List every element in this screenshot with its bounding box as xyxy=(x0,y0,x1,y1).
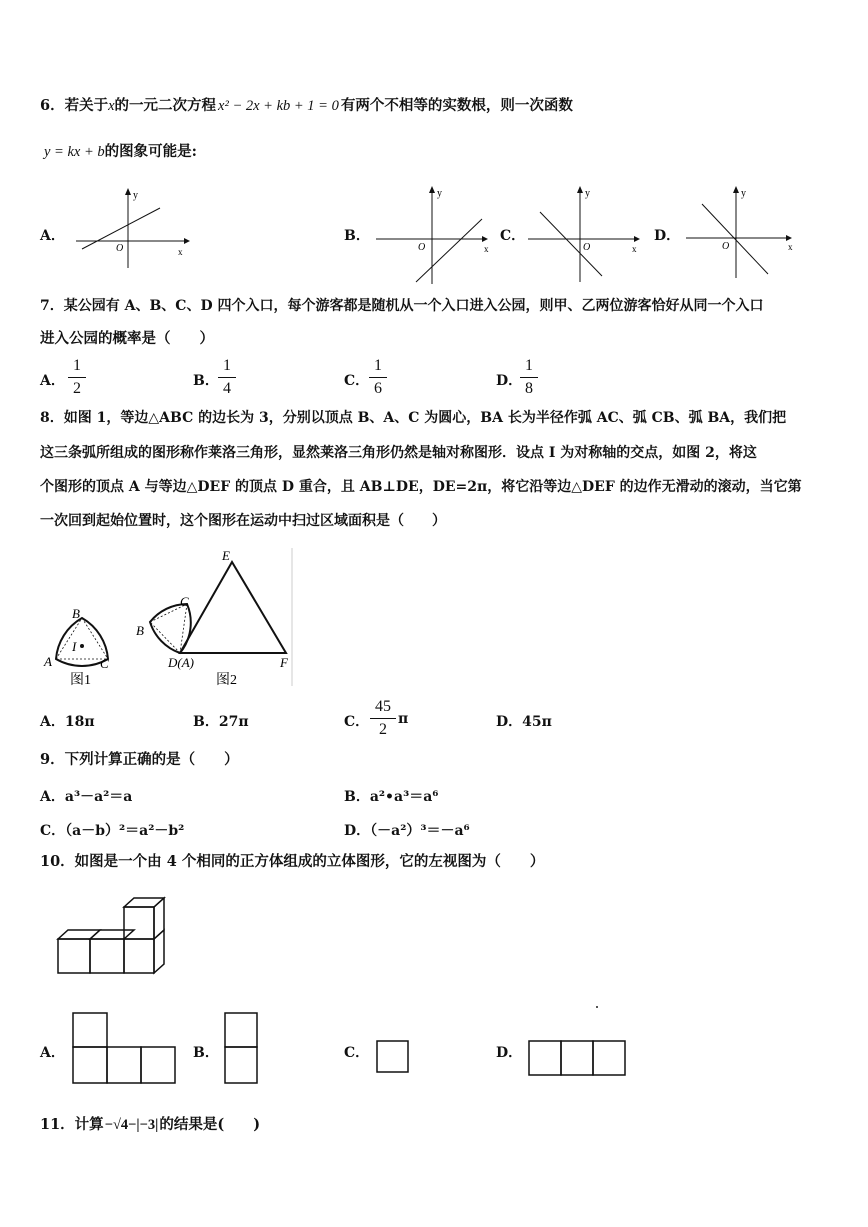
q8-fig2-label-d: D(A) xyxy=(168,655,194,670)
q6-a-origin-label: O xyxy=(116,243,124,254)
q9-option-c-label: C． xyxy=(40,823,66,839)
q8-fig2-label-e: E xyxy=(222,548,230,563)
q10-stem: 10．如图是一个由 4 个相同的正方体组成的立体图形，它的左视图为（ ） xyxy=(40,853,545,870)
q6-option-d-label[interactable]: D． xyxy=(654,228,681,244)
q6-graph-d xyxy=(686,186,804,282)
q8-option-a-value: 18π xyxy=(64,714,95,730)
q8-fig2-label-b: B xyxy=(136,623,144,638)
q7-b-numerator: 1 xyxy=(223,357,231,374)
q6-d-origin-label: O xyxy=(722,241,730,252)
q8-option-c-label[interactable]: C． xyxy=(344,714,370,730)
q9-option-c[interactable] xyxy=(40,820,184,840)
q8-stem-line1: 8．如图 1，等边△ABC 的边长为 3，分别以顶点 B、A、C 为圆心，BA 长为半径作弧 AC、弧 CB、弧 BA，我们把 xyxy=(40,410,787,426)
q8-fig2-label-c: C xyxy=(180,594,189,609)
q8-c-denominator: 2 xyxy=(379,721,387,738)
q9-option-a[interactable] xyxy=(40,786,132,806)
q8-option-b[interactable] xyxy=(193,711,249,731)
q6-stem-line2 xyxy=(44,142,197,162)
q6-graph-b xyxy=(376,186,494,286)
q7-d-denominator: 8 xyxy=(525,380,533,397)
q8-option-c-suffix: π xyxy=(398,711,409,727)
q6-b-y-label: y xyxy=(437,188,442,199)
q8-stem-line3: 个图形的顶点 A 与等边△DEF 的顶点 D 重合，且 AB⊥DE，DE=2π，将它沿等边△DEF 的边作无滑动的滚动，当它第 xyxy=(40,479,802,495)
q8-option-a[interactable] xyxy=(40,711,95,731)
q6-option-b-label[interactable]: B． xyxy=(344,228,370,244)
q6-graph-c xyxy=(528,186,646,286)
q8-option-d-label: D． xyxy=(496,714,523,730)
q6-text-c: 有两个不相等的实数根，则一次函数 xyxy=(340,97,573,114)
q7-c-denominator: 6 xyxy=(374,380,382,397)
q7-a-numerator: 1 xyxy=(73,357,81,374)
q6-option-c-label[interactable]: C． xyxy=(500,228,526,244)
q10-option-d-view xyxy=(528,1040,630,1078)
q7-option-b-label[interactable]: B． xyxy=(193,373,219,389)
q8-fig1-label-c: C xyxy=(100,656,109,671)
q7-b-denominator: 4 xyxy=(223,380,231,397)
q9-option-c-expr: （a－b）²＝a²－b² xyxy=(65,823,185,839)
q9-option-d-expr: （－a²）³＝－a⁶ xyxy=(370,823,470,839)
q10-option-a-view xyxy=(72,1012,178,1086)
q8-fig1-label-a: A xyxy=(44,654,52,669)
q6-a-y-label: y xyxy=(133,190,138,201)
q7-option-a-fraction xyxy=(68,357,86,398)
q6-b-x-label: x xyxy=(484,244,489,254)
q6-option-a-label[interactable]: A． xyxy=(40,228,65,244)
q7-stem-line2: 进入公园的概率是（ ） xyxy=(40,330,214,347)
q7-option-b-fraction xyxy=(218,357,236,398)
q10-option-a-label[interactable]: A． xyxy=(40,1045,65,1061)
q6-a-x-label: x xyxy=(178,247,183,257)
q10-option-b-view xyxy=(224,1012,260,1086)
q8-fig1-label-b: B xyxy=(72,606,80,621)
q8-stem-line4: 一次回到起始位置时，这个图形在运动中扫过区域面积是（ ） xyxy=(40,513,446,529)
q9-stem: 9．下列计算正确的是（ ） xyxy=(40,751,239,768)
q9-option-d[interactable] xyxy=(344,820,470,840)
q8-option-c-fraction xyxy=(370,698,396,739)
q6-c-y-label: y xyxy=(585,188,590,199)
q10-option-d-label[interactable]: D． xyxy=(496,1045,523,1061)
q6-text-a: 若关于 xyxy=(64,97,109,114)
q8-figure-2 xyxy=(132,546,298,692)
q6-d-x-label: x xyxy=(788,242,793,252)
q8-option-d[interactable] xyxy=(496,711,552,731)
q8-stem-line2: 这三条弧所组成的图形称作莱洛三角形，显然莱洛三角形仍然是轴对称图形．设点 I 为对称轴的交点，如图 2，将这 xyxy=(40,445,757,461)
q10-option-c-label[interactable]: C． xyxy=(344,1045,370,1061)
q6-b-origin-label: O xyxy=(418,242,426,253)
q7-option-d-fraction xyxy=(520,357,538,398)
q6-text-d: 的图象可能是: xyxy=(104,143,197,160)
q8-option-d-value: 45π xyxy=(522,714,552,730)
q7-c-numerator: 1 xyxy=(374,357,382,374)
q7-stem-line1: 7．某公园有 A、B、C、D 四个入口，每个游客都是随机从一个入口进入公园，则甲、乙两位游客恰好从同一个入口 xyxy=(40,298,764,314)
q6-stem-line1 xyxy=(40,96,573,116)
q7-option-a-label[interactable]: A． xyxy=(40,373,65,389)
q9-option-b-label: B． xyxy=(344,789,370,805)
q8-fig2-label-f: F xyxy=(280,655,288,670)
q8-option-b-label: B． xyxy=(193,714,219,730)
q11-suffix: 的结果是( ) xyxy=(159,1116,261,1133)
q6-text-b: 的一元二次方程 xyxy=(114,97,217,114)
q10-option-b-label[interactable]: B． xyxy=(193,1045,219,1061)
q9-option-b[interactable] xyxy=(344,786,438,806)
q7-option-c-fraction xyxy=(369,357,387,398)
q6-c-origin-label: O xyxy=(583,242,591,253)
q7-d-numerator: 1 xyxy=(525,357,533,374)
q11-expression: −√4−|−3| xyxy=(104,1117,159,1133)
q9-option-d-label: D． xyxy=(344,823,371,839)
q7-option-d-label[interactable]: D． xyxy=(496,373,523,389)
q10-option-c-view xyxy=(376,1040,410,1074)
q8-option-b-value: 27π xyxy=(218,714,249,730)
q6-equation: x² − 2x + kb + 1 = 0 xyxy=(218,98,339,114)
q8-option-a-label: A． xyxy=(40,714,65,730)
q8-fig2-caption: 图2 xyxy=(216,673,237,688)
q6-d-y-label: y xyxy=(741,188,746,199)
q9-option-a-expr: a³－a²＝a xyxy=(64,789,133,805)
q7-option-c-label[interactable]: C． xyxy=(344,373,370,389)
q10-solid-figure xyxy=(52,895,170,979)
q8-figure-1 xyxy=(42,604,122,690)
q6-var-x: x xyxy=(108,98,115,114)
q9-option-a-label: A． xyxy=(40,789,65,805)
q6-c-x-label: x xyxy=(632,244,637,254)
q8-c-numerator: 45 xyxy=(375,698,391,715)
q8-fig1-caption: 图1 xyxy=(70,673,91,688)
q6-number: 6． xyxy=(40,97,65,114)
q9-option-b-expr: a²•a³＝a⁶ xyxy=(369,789,439,805)
q6-function: y = kx + b xyxy=(44,144,105,160)
q11-prefix: 11．计算 xyxy=(40,1116,104,1133)
q8-fig1-label-i: I xyxy=(72,639,77,654)
q6-graph-a xyxy=(76,188,188,268)
q7-a-denominator: 2 xyxy=(73,380,81,397)
q11-stem xyxy=(40,1115,260,1135)
stray-dot xyxy=(596,1006,598,1008)
